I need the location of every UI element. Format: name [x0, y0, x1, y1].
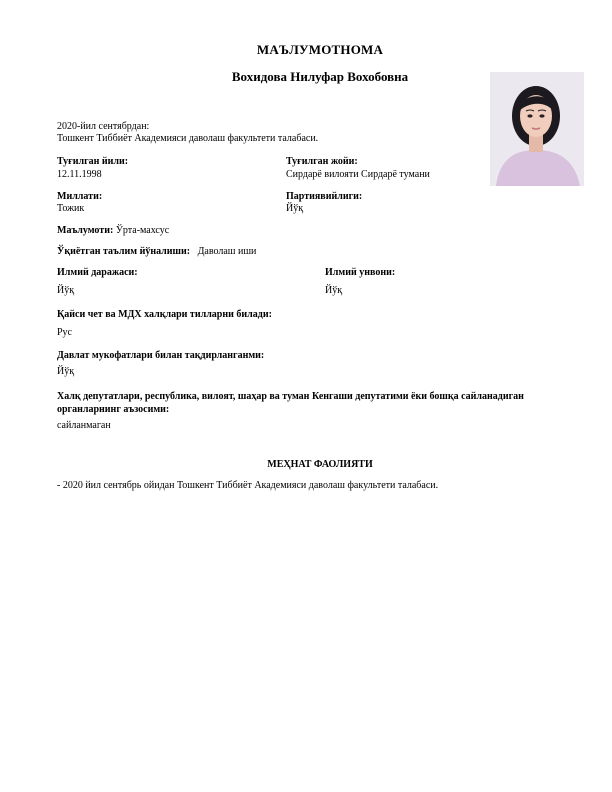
- profile-photo: [490, 72, 584, 186]
- major-row: [57, 246, 256, 258]
- work-heading: МЕҲНАТ ФАОЛИЯТИ: [267, 459, 373, 470]
- deputy-value: сайланмаган: [57, 420, 111, 431]
- birth-place-label: Туғилган жойи:: [286, 156, 358, 167]
- work-item: - 2020 йил сентябрь ойидан Тошкент Тиббиёт Академияси даволаш факультети талабаси.: [57, 480, 439, 491]
- awards-label: Давлат мукофатлари билан тақдирланганми:: [57, 350, 265, 361]
- birth-place-value: Сирдарё вилояти Сирдарё тумани: [286, 169, 430, 180]
- document-title: МАЪЛУМОТНОМА: [256, 42, 384, 57]
- education-label: Маълумоти:: [57, 225, 114, 236]
- rank-value: Йўқ: [325, 285, 343, 296]
- languages-value: Рус: [57, 327, 72, 338]
- person-name: Вохидова Нилуфар Вохобовна: [231, 69, 409, 84]
- intro-line-1: 2020-йил сентябрдан:: [57, 121, 150, 132]
- party-label: Партиявийлиги:: [286, 191, 363, 202]
- birth-year-label: Туғилган йили:: [57, 156, 129, 167]
- party-value: Йўқ: [286, 203, 304, 214]
- rank-label: Илмий унвони:: [325, 267, 396, 278]
- birth-year-value: 12.11.1998: [57, 169, 102, 180]
- deputy-label-line-2: органларнинг аъзосими:: [57, 404, 170, 415]
- degree-value: Йўқ: [57, 285, 75, 296]
- degree-label: Илмий даражаси:: [57, 267, 138, 278]
- major-label: Ўқиётган таълим йўналиши:: [57, 246, 191, 257]
- intro-line-2: Тошкент Тиббиёт Академияси даволаш факультети талабаси.: [57, 133, 319, 144]
- education-row: [57, 225, 169, 237]
- awards-value: Йўқ: [57, 366, 75, 377]
- nationality-label: Миллати:: [57, 191, 103, 202]
- major-value: Даволаш иши: [197, 246, 257, 257]
- nationality-value: Тожик: [57, 203, 85, 214]
- education-value: Ўрта-махсус: [115, 225, 170, 236]
- languages-label: Қайси чет ва МДХ халқлари тилларни билади:: [57, 309, 272, 320]
- deputy-label-line-1: Халқ депутатлари, республика, вилоят, шаҳар ва туман Кенгаши депутатими ёки бошқа сайланадиган: [57, 391, 524, 402]
